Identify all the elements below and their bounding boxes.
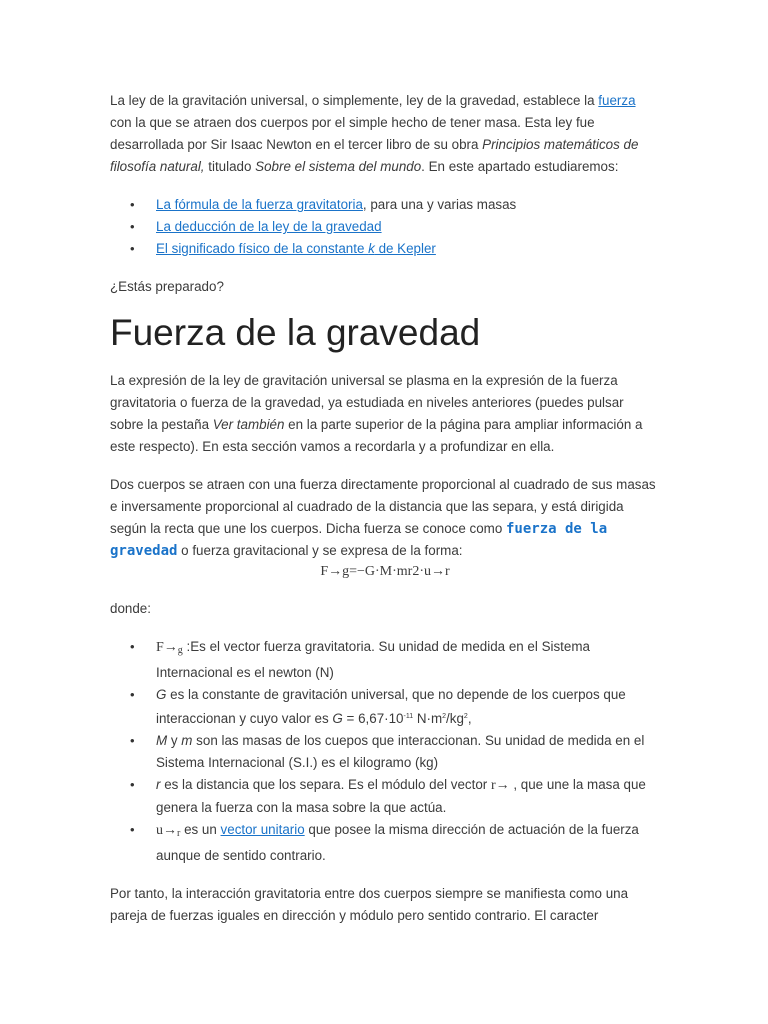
- g-end: ,: [467, 711, 472, 726]
- section-heading: Fuerza de la gravedad: [110, 312, 481, 353]
- g-unit-exp-2: 2: [463, 713, 468, 720]
- expression-paragraph: [110, 370, 660, 458]
- topic-item-formula: [110, 194, 660, 216]
- def-unit-vector: [110, 819, 660, 867]
- unit-vector-symbol: u→: [156, 823, 177, 838]
- para2-text: Dos cuerpos se atraen con una fuerza directamente proporcional al cuadrado de sus masas e inversamente proporcional al cuadrado de la distancia que las separa, y está dirigida según la recta que une los cuerpos. Dicha fuerza se conoce como: [110, 477, 656, 536]
- fuerza-link[interactable]: fuerza: [598, 93, 636, 108]
- ver-tambien-label: Ver también: [212, 417, 285, 432]
- def-force-vector: [110, 636, 660, 684]
- donde-label: donde:: [110, 601, 151, 616]
- def-distance-text: es la distancia que los separa. Es el módulo del vector: [160, 777, 491, 792]
- topics-list: [110, 194, 660, 260]
- kepler-k-symbol: k: [368, 241, 375, 256]
- g-value: = 6,67·10: [342, 711, 404, 726]
- gravity-formula: F→g=−G·M·mr2·u→r: [320, 564, 450, 579]
- def-masses: [110, 730, 660, 774]
- topic-item-text: , para una y varias masas: [362, 197, 517, 212]
- ready-question: ¿Estás preparado?: [110, 279, 224, 294]
- g-symbol: G: [156, 687, 167, 702]
- kepler-link-text-2: de Kepler: [374, 241, 436, 256]
- mass-m2-symbol: m: [181, 733, 193, 748]
- def-gravitational-constant: [110, 684, 660, 730]
- topic-item-deduction: [110, 216, 660, 238]
- intro-text-2: con la que se atraen dos cuerpos por el simple hecho de tener masa. Esta ley fue desarrollada por Sir Isaac Newton en el tercer libro de su obra: [110, 115, 595, 152]
- intro-text-3: titulado: [204, 159, 256, 174]
- book-title: Principios matemáticos de filosofía natural,: [110, 137, 639, 174]
- force-vector-symbol: F→: [156, 640, 178, 655]
- and-text: y: [167, 733, 182, 748]
- g-unit-exp: 2: [442, 713, 447, 720]
- g-unit-b: /kg: [446, 711, 464, 726]
- topic-item-kepler: [110, 238, 660, 260]
- kepler-link-text: El significado físico de la constante: [156, 241, 369, 256]
- intro-paragraph: [110, 90, 660, 178]
- intro-text: La ley de la gravitación universal, o simplemente, ley de la gravedad, establece la: [110, 93, 599, 108]
- gravity-force-highlight: fuerza de la gravedad: [110, 521, 608, 559]
- unit-vector-link[interactable]: vector unitario: [220, 822, 305, 837]
- def-masses-text: son las masas de los cuepos que interaccionan. Su unidad de medida en el Sistema Internacional (S.I.) es el kilogramo (kg): [156, 733, 645, 770]
- distance-symbol: r: [156, 777, 161, 792]
- g-unit-a: N·m: [413, 711, 443, 726]
- formula-link[interactable]: La fórmula de la fuerza gravitatoria: [156, 197, 363, 212]
- force-vector-subscript: g: [177, 645, 183, 656]
- article-content: [110, 90, 660, 927]
- book-subtitle: Sobre el sistema del mundo: [255, 159, 422, 174]
- para1-text: La expresión de la ley de gravitación universal se plasma en la expresión de la fuerza gravitatoria o fuerza de la gravedad, ya estudiada en niveles anteriores (puedes pulsar sobre la pestaña: [110, 373, 624, 432]
- definition-paragraph: [110, 474, 660, 562]
- conclusion-paragraph: Por tanto, la interacción gravitatoria entre dos cuerpos siempre se manifiesta como una pareja de fuerzas iguales en dirección y módulo pero sentido contrario. El caracter: [110, 886, 629, 923]
- g-exponent: -11: [403, 713, 414, 720]
- def-g-text: es la constante de gravitación universal, que no depende de los cuerpos que interaccionan y cuyo valor es: [156, 687, 626, 726]
- definitions-list: [110, 636, 660, 867]
- kepler-constant-link[interactable]: [156, 241, 436, 256]
- deduction-link[interactable]: La deducción de la ley de la gravedad: [156, 219, 382, 234]
- def-distance: [110, 774, 660, 819]
- para1-text-2: en la parte superior de la página para ampliar información a este respecto). En esta sección vamos a recordarla y a profundizar en ella.: [110, 417, 643, 454]
- def-unit-text: es un: [180, 822, 221, 837]
- r-vector-symbol: r→: [490, 778, 510, 793]
- mass-m1-symbol: M: [156, 733, 168, 748]
- def-force-text: :Es el vector fuerza gravitatoria. Su unidad de medida en el Sistema Internacional es el newton (N): [156, 639, 590, 680]
- def-distance-text-2: , que une la masa que genera la fuerza con la masa sobre la que actúa.: [156, 777, 646, 815]
- unit-vector-subscript: r: [177, 828, 181, 839]
- intro-text-4: . En este apartado estudiaremos:: [421, 159, 619, 174]
- para2-text-2: o fuerza gravitacional y se expresa de la forma:: [177, 543, 463, 558]
- def-unit-text-2: que posee la misma dirección de actuación de la fuerza aunque de sentido contrario.: [156, 822, 639, 863]
- g-value-symbol: G: [332, 711, 343, 726]
